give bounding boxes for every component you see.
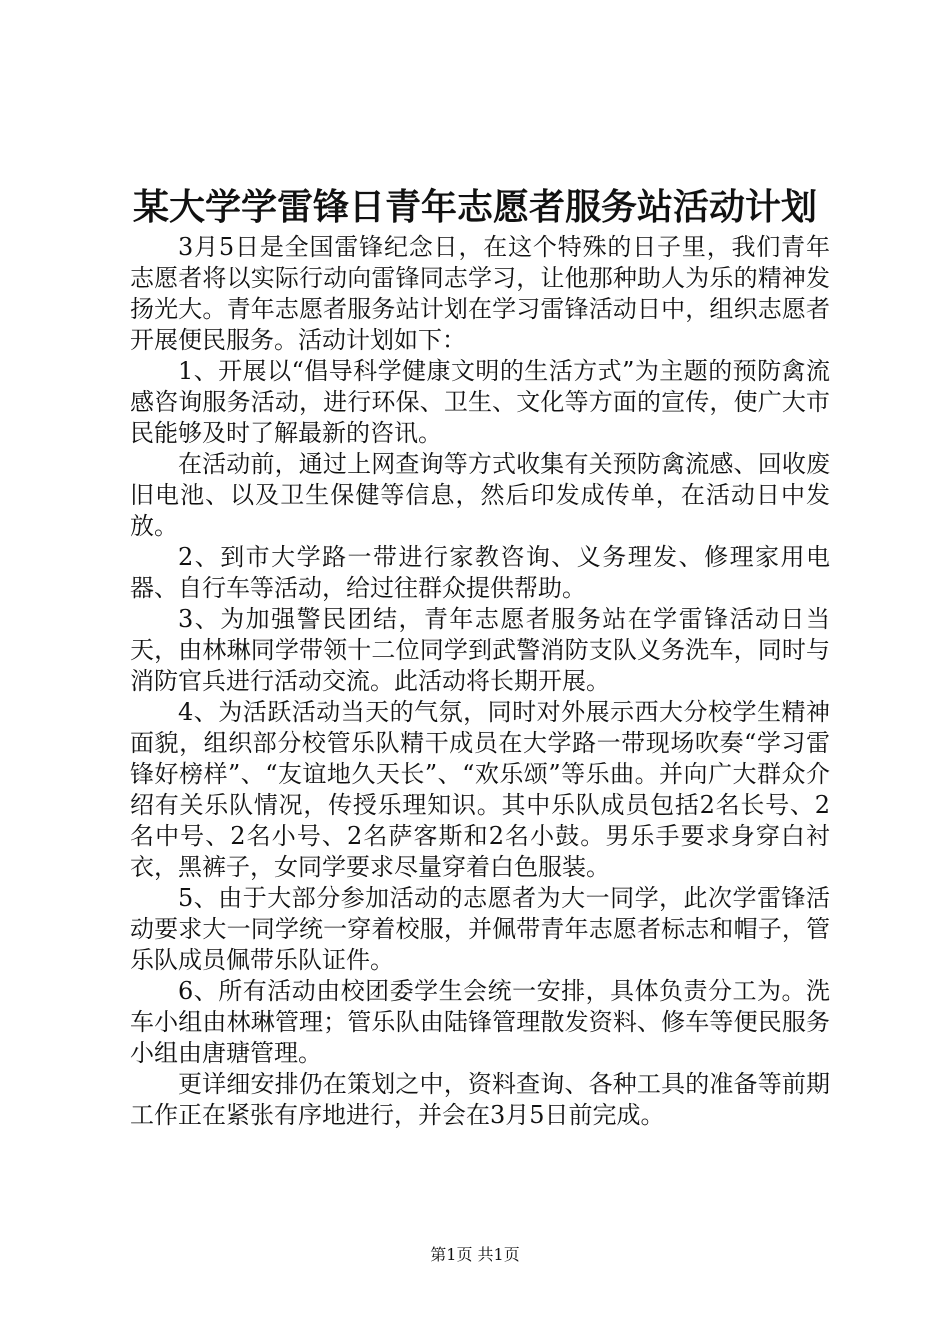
- document-title: 某大学学雷锋日青年志愿者服务站活动计划: [132, 186, 817, 228]
- paragraph-item-1: 1、开展以“倡导科学健康文明的生活方式”为主题的预防禽流感咨询服务活动，进行环保、卫生、文化等方面的宣传，使广大市民能够及时了解最新的咨讯。: [130, 357, 830, 447]
- page-number-footer: 第1页 共1页: [430, 1245, 520, 1264]
- paragraph-closing: 更详细安排仍在策划之中，资料查询、各种工具的准备等前期工作正在紧张有序地进行，并会在3月5日前完成。: [130, 1070, 830, 1129]
- document-body: [130, 232, 830, 1131]
- paragraph-item-4: 4、为活跃活动当天的气氛，同时对外展示西大分校学生精神面貌，组织部分校管乐队精干成员在大学路一带现场吹奏“学习雷锋好榜样”、“友谊地久天长”、“欢乐颂”等乐曲。并向广大群众介绍有关乐队情况，传授乐理知识。其中乐队成员包括2名长号、2名中号、2名小号、2名萨客斯和2名小鼓。男乐手要求身穿白衬衣，黑裤子，女同学要求尽量穿着白色服装。: [130, 698, 830, 881]
- paragraph-item-2: 2、到市大学路一带进行家教咨询、义务理发、修理家用电器、自行车等活动，给过往群众提供帮助。: [130, 543, 830, 602]
- paragraph-item-3: 3、为加强警民团结，青年志愿者服务站在学雷锋活动日当天，由林琳同学带领十二位同学到武警消防支队义务洗车，同时与消防官兵进行活动交流。此活动将长期开展。: [130, 605, 830, 695]
- paragraph-item-1-detail: 在活动前，通过上网查询等方式收集有关预防禽流感、回收废旧电池、以及卫生保健等信息，然后印发成传单，在活动日中发放。: [130, 450, 830, 540]
- paragraph-item-5: 5、由于大部分参加活动的志愿者为大一同学，此次学雷锋活动要求大一同学统一穿着校服，并佩带青年志愿者标志和帽子，管乐队成员佩带乐队证件。: [130, 884, 830, 974]
- paragraph-intro: 3月5日是全国雷锋纪念日，在这个特殊的日子里，我们青年志愿者将以实际行动向雷锋同志学习，让他那种助人为乐的精神发扬光大。青年志愿者服务站计划在学习雷锋活动日中，组织志愿者开展便民服务。活动计划如下：: [130, 233, 830, 354]
- paragraph-item-6: 6、所有活动由校团委学生会统一安排，具体负责分工为。洗车小组由林琳管理；管乐队由陆锋管理散发资料、修车等便民服务小组由唐瑭管理。: [130, 977, 830, 1067]
